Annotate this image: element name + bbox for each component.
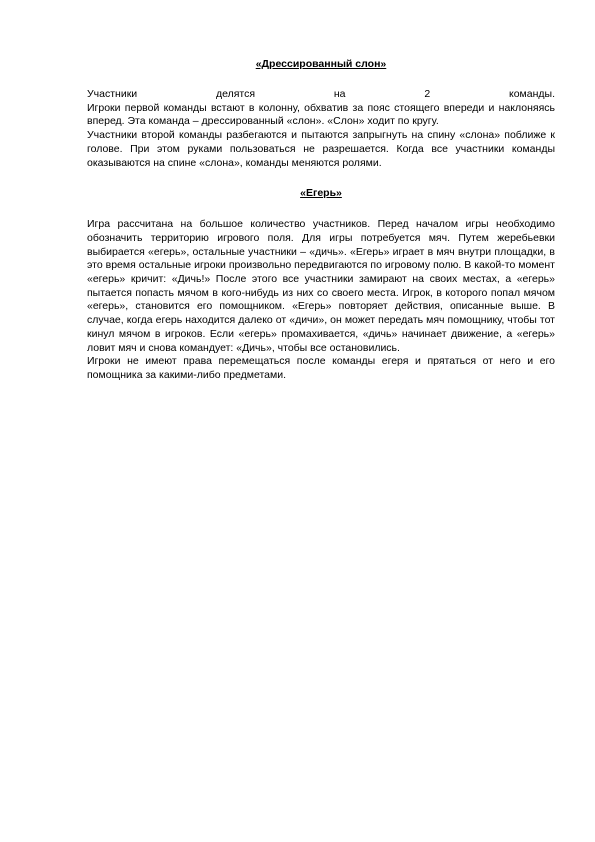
document-page (87, 58, 555, 383)
section-title-trained-elephant: «Дрессированный слон» (255, 58, 387, 70)
paragraph: Игроки первой команды встают в колонну, обхватив за пояс стоящего впереди и наклоняясь вперед. Эта команда – дрессированный «слон». «Слон» ходит по кругу. (87, 101, 555, 128)
paragraph: Игра рассчитана на большое количество участников. Перед началом игры необходимо обозначить территорию игрового поля. Для игры потребуется мяч. Путем жеребьевки выбирается «егерь», остальные участники – «дичь». «Егерь» играет в мяч внутри площадки, в это время остальные игроки произвольно передвигаются по игровому полю. В какой-то момент «егерь» кричит: «Дичь!» После этого все участники замирают на своих местах, а «егерь» пытается попасть мячом в кого-нибудь из них со своего места. Игрок, в которого попал мячом «егерь», становится его помощником. «Егерь» повторяет действия, описанные выше. В случае, когда егерь находится далеко от «дичи», он может передать мяч помощнику, чтобы тот кинул мячом в игроков. Если «егерь» промахивается, «дичь» начинает движение, а «егерь» ловит мяч и снова командует: «Дичь», чтобы все остановились. (87, 218, 555, 354)
paragraph: Игроки не имеют права перемещаться после команды егеря и прятаться от него и его помощника за какими-либо предметами. (87, 355, 555, 381)
paragraph: Участники делятся на 2 команды. (87, 88, 555, 100)
paragraph: Участники второй команды разбегаются и пытаются запрыгнуть на спину «слона» поближе к голове. При этом руками пользоваться не разрешается. Когда все участники команды оказываются на спине «слона», команды меняются ролями. (87, 129, 555, 169)
section-title-huntsman: «Егерь» (300, 187, 342, 200)
